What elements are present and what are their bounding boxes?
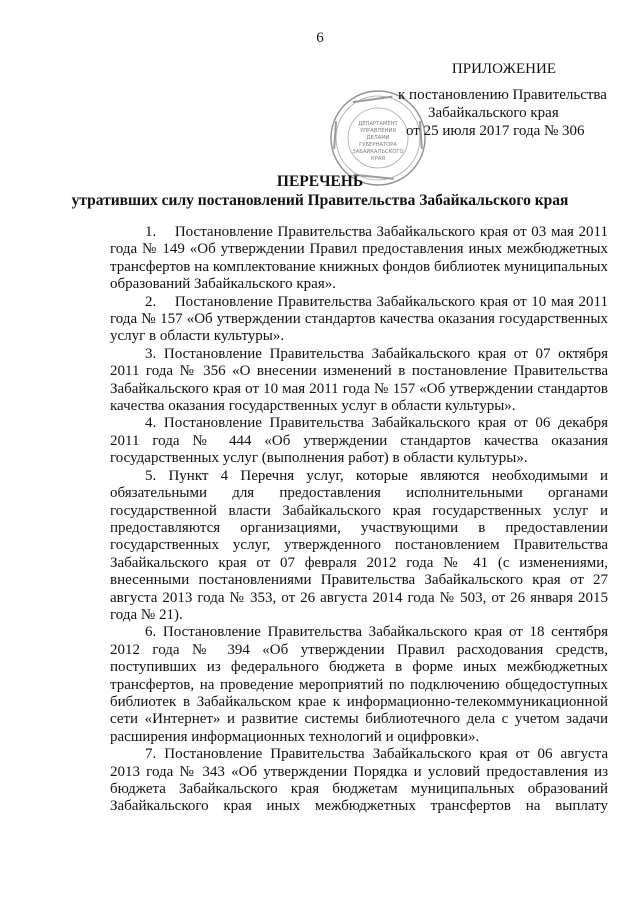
annex-line-3: от 25 июля 2017 года № 306 bbox=[406, 123, 585, 139]
seal-line-3: ДЕЛАМИ bbox=[366, 135, 390, 141]
list-item: 3. Постановление Правительства Забайкальского края от 07 октября 2011 года № 356 «О внесении изменений в постановление Правительства Забайкальского края от 10 мая 2011 года № 157 «Об утверждении стандартов качества оказания государственных услуг в области культуры». bbox=[110, 345, 608, 415]
title-subheading: утративших силу постановлений Правительства Забайкальского края bbox=[71, 192, 569, 209]
list-item: 7. Постановление Правительства Забайкальского края от 06 августа 2013 года № 343 «Об утверждении Порядка и условий предоставления из бюджета Забайкальского края бюджетам муниципальных образований Забайкальского края иных межбюджетных трансфертов на выплату bbox=[110, 746, 608, 815]
seal-line-6: КРАЯ bbox=[371, 156, 385, 162]
seal-line-1: ДЕПАРТАМЕНТ bbox=[358, 121, 398, 127]
list-item: 5. Пункт 4 Перечня услуг, которые являются необходимыми и обязательными для предоставления исполнительными органами государственной власти Забайкальского края государственных услуг и предоставляются организациями, участвующими в предоставлении государственных услуг, утвержденного постановлением Правительства Забайкальского края от 07 февраля 2012 года № 41 (с изменениями, внесенными постановлениями Правительства Забайкальского края от 27 августа 2013 года № 353, от 26 августа 2014 года № 503, от 26 января 2015 года № 21). bbox=[110, 467, 608, 623]
annex-caption-block bbox=[452, 60, 556, 78]
seal-line-5: ЗАБАЙКАЛЬСКОГО bbox=[352, 149, 404, 155]
page-number: 6 bbox=[316, 30, 324, 46]
seal-line-2: УПРАВЛЕНИЯ bbox=[360, 128, 396, 134]
annex-caption: ПРИЛОЖЕНИЕ bbox=[451, 61, 556, 77]
document-title bbox=[0, 172, 640, 210]
annex-reference bbox=[398, 86, 607, 140]
list-item: 6. Постановление Правительства Забайкальского края от 18 сентября 2012 года № 394 «Об утверждении Правил расходования средств, поступивших из федерального бюджета в форме иных межбюджетных трансфертов, на проведение мероприятий по подключению общедоступных библиотек в Забайкальском крае к информационно-телекоммуникационной сети «Интернет» и развитие системы библиотечного дела с учетом задачи расширения информационных технологий и оцифровки». bbox=[110, 624, 608, 745]
title-heading: ПЕРЕЧЕНЬ bbox=[276, 173, 364, 190]
annex-line-2: Забайкальского края bbox=[428, 105, 559, 121]
repealed-acts-list bbox=[110, 224, 608, 816]
list-item: 2. Постановление Правительства Забайкальского края от 10 мая 2011 года № 157 «Об утверждении стандартов качества оказания государственных услуг в области культуры». bbox=[110, 293, 608, 345]
list-item: 1. Постановление Правительства Забайкальского края от 03 мая 2011 года № 149 «Об утверждении Правил предоставления иных межбюджетных трансфертов на комплектование книжных фондов библиотек муниципальных образований Забайкальского края». bbox=[110, 224, 608, 293]
seal-line-4: ГУБЕРНАТОРА bbox=[359, 142, 397, 148]
annex-line-1: к постановлению Правительства bbox=[398, 87, 607, 103]
list-item: 4. Постановление Правительства Забайкальского края от 06 декабря 2011 года № 444 «Об утверждении стандартов качества оказания государственных услуг (выполнения работ) в области культуры». bbox=[110, 415, 608, 467]
